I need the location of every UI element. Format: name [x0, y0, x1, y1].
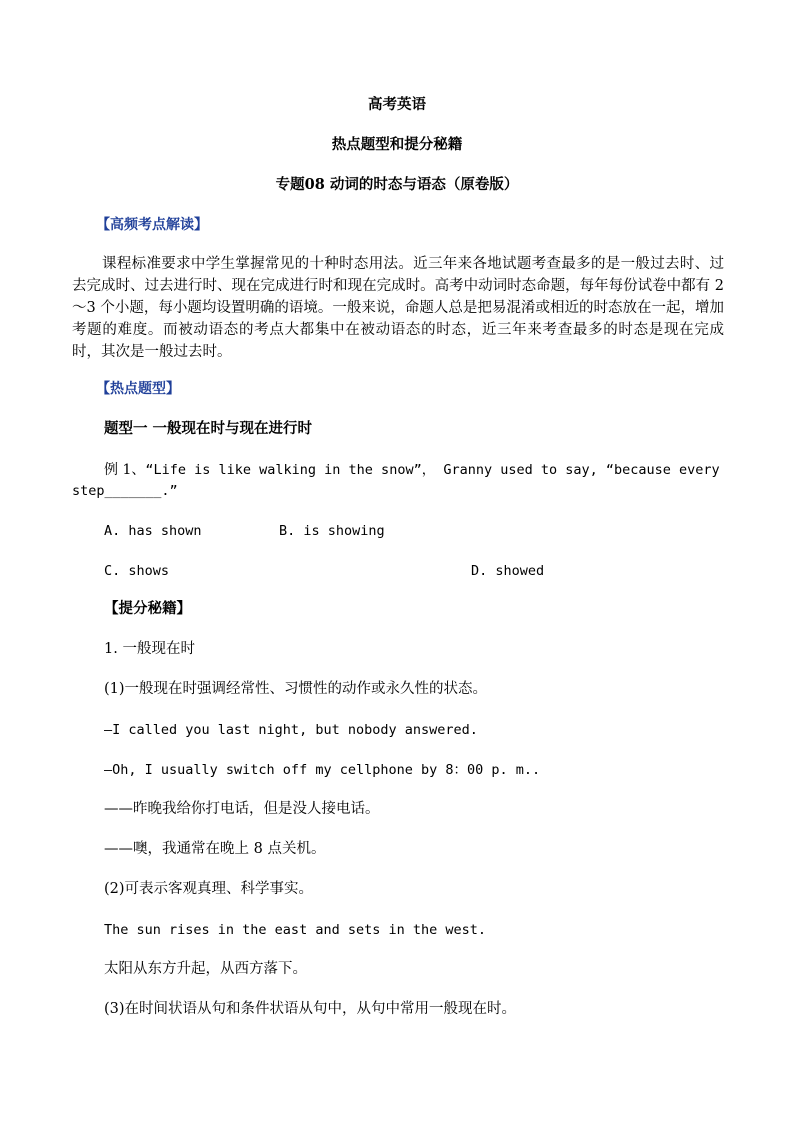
heading-hot-points: 【高频考点解读】 [96, 217, 208, 233]
fact-en: The sun rises in the east and sets in the west. [104, 922, 487, 938]
example-1-line2: step_______.” [72, 483, 178, 499]
dialog-cn-2: ——噢，我通常在晚上 8 点关机。 [104, 841, 326, 857]
option-b: B. is showing [279, 523, 385, 539]
dialog-en-2: —Oh, I usually switch off my cellphone by 8：00 p. m.. [104, 762, 541, 778]
intro-paragraph: 课程标准要求中学生掌握常见的十种时态用法。近三年来各地试题考查最多的是一般过去时、过去完成时、过去进行时、现在完成进行时和现在完成时。高考中动词时态命题，每年每份试卷中都有 2～3 个小题，每小题均设置明确的语境。一般来说，命题人总是把易混淆或相近的时态放在一起，增加考题的难度。而被动语态的考点大都集中在被动语态的时态，近三年来考查最多的时态是现在完成时，其次是一般过去时。 [72, 256, 724, 360]
fact-cn: 太阳从东方升起，从西方落下。 [104, 961, 307, 977]
option-a: A. has shown [104, 523, 202, 539]
option-c: C. shows [104, 563, 170, 579]
dialog-en-1: —I called you last night, but nobody answered. [104, 722, 478, 738]
question-type-title: 题型一 一般现在时与现在进行时 [104, 420, 313, 437]
tips-point1: (1)一般现在时强调经常性、习惯性的动作或永久性的状态。 [104, 681, 488, 697]
tips-point2: (2)可表示客观真理、科学事实。 [104, 881, 314, 897]
dialog-cn-1: ——昨晚我给你打电话，但是没人接电话。 [104, 801, 380, 817]
example-prefix: 例 1、 [104, 462, 146, 478]
heading-hot-types: 【热点题型】 [96, 381, 180, 397]
heading-tips: 【提分秘籍】 [104, 600, 191, 617]
doc-subtitle: 热点题型和提分秘籍 [331, 136, 463, 153]
example-text-line1: “Life is like walking in the snow”， Granny used to say, “because every [145, 462, 720, 478]
tips-point3: (3)在时间状语从句和条件状语从句中，从句中常用一般现在时。 [104, 1001, 517, 1017]
tips-item1-title: 1. 一般现在时 [104, 641, 195, 657]
option-d: D. showed [471, 563, 545, 579]
doc-title: 高考英语 [368, 96, 426, 113]
example-1-line1 [104, 461, 720, 479]
doc-topic: 专题08 动词的时态与语态（原卷版） [275, 176, 519, 193]
